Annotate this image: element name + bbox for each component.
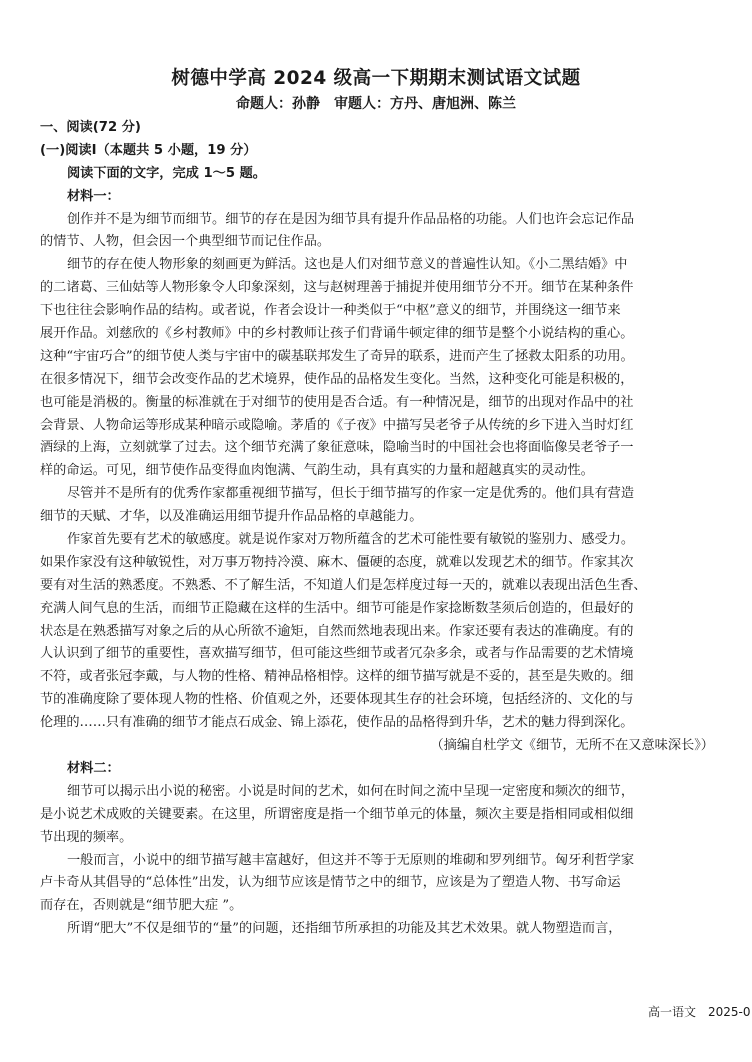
text-line: 这种“宇宙巧合”的细节使人类与宇宙中的碳基联邦发生了奇异的联系，进而产生了拯救太阳系的功用。 — [40, 348, 634, 364]
text-line: 不符，或者张冠李戴，与人物的性格、精神品格相悖。这样的细节描写就是不妥的，甚至是失败的。细 — [40, 669, 634, 685]
text-line: 状态是在熟悉描写对象之后的从心所欲不逾矩，自然而然地表现出来。作家还要有表达的准确度。有的 — [40, 623, 634, 639]
source-citation: （摘编自杜学文《细节，无所不在又意味深长》） — [430, 738, 714, 754]
text-line: 是小说艺术成败的关键要素。在这里，所谓密度是指一个细节单元的体量，频次主要是指相同或相似细 — [40, 806, 634, 822]
text-line: 在很多情况下，细节会改变作品的艺术境界，使作品的品格发生变化。当然，这种变化可能是积极的， — [40, 371, 634, 387]
text-line: 要有对生活的熟悉度。不熟悉、不了解生活，不知道人们是怎样度过每一天的，就难以表现出活色生香、 — [40, 577, 647, 593]
text-line: 如果作家没有这种敏锐性，对万事万物持冷漠、麻木、僵硬的态度，就难以发现艺术的细节。作家其次 — [40, 554, 634, 570]
exam-authors: 命题人：孙静 审题人：方丹、唐旭洲、陈兰 — [236, 96, 516, 112]
text-line: 卢卡奇从其倡导的“总体性”出发，认为细节应该是情节之中的细节，应该是为了塑造人物、书写命运 — [40, 875, 621, 891]
page-title: 树德中学高 2024 级高一下期期末测试语文试题 — [171, 68, 581, 89]
text-line: 充满人间气息的生活，而细节正隐藏在这样的生活中。细节可能是作家捻断数茎须后创造的，但最好的 — [40, 600, 634, 616]
text-line: 的二诸葛、三仙姑等人物形象令人印象深刻，这与赵树理善于捕捉并使用细节分不开。细节在某种条件 — [40, 280, 634, 296]
text-line: 创作并不是为细节而细节。细节的存在是因为细节具有提升作品品格的功能。人们也许会忘记作品 — [67, 211, 635, 227]
text-line: 的情节、人物，但会因一个典型细节而记住作品。 — [40, 234, 331, 250]
text-line: 人认识到了细节的重要性，喜欢描写细节，但可能这些细节或者冗杂多余，或者与作品需要的艺术情境 — [40, 646, 634, 662]
material-2-label: 材料二： — [67, 760, 120, 776]
text-line: 细节的存在使人物形象的刻画更为鲜活。这也是人们对细节意义的普遍性认知。《小二黑结婚》中 — [67, 257, 628, 273]
text-line: 节出现的频率。 — [40, 829, 133, 845]
section-heading: 一、阅读(72 分) — [40, 120, 141, 135]
text-line: 节的准确度除了要体现人物的性格、价值观之外，还要体现其生存的社会环境，包括经济的、文化的与 — [40, 692, 634, 708]
text-line: 一般而言，小说中的细节描写越丰富越好，但这并不等于无原则的堆砌和罗列细节。匈牙利哲学家 — [67, 852, 635, 868]
text-line: 展开作品。刘慈欣的《乡村教师》中的乡村教师让孩子们背诵牛顿定律的细节是整个小说结构的重心。 — [40, 326, 634, 342]
instruction: 阅读下面的文字，完成 1～5 题。 — [67, 165, 266, 181]
text-line: 酒绿的上海，立刻就掌了过去。这个细节充满了象征意味，隐喻当时的中国社会也将面临像吴老爷子一 — [40, 440, 634, 456]
text-line: 而存在，否则就是“细节肥大症 ”。 — [40, 898, 243, 914]
text-line: 作家首先要有艺术的敏感度。就是说作家对万物所蕴含的艺术可能性要有敏锐的鉴别力、感受力。 — [67, 532, 635, 548]
text-line: 下也往往会影响作品的结构。或者说，作者会设计一种类似于“中枢”意义的细节，并围绕这一细节来 — [40, 303, 621, 319]
text-line: 伦理的……只有准确的细节才能点石成金、锦上添花，使作品的品格得到升华，艺术的魅力得到深化。 — [40, 715, 634, 731]
text-line: 细节的天赋、才华，以及准确运用细节提升作品品格的卓越能力。 — [40, 509, 423, 525]
text-line: 样的命运。可见，细节使作品变得血肉饱满、气韵生动，具有真实的力量和超越真实的灵动性。 — [40, 463, 594, 479]
exam-body — [40, 117, 714, 941]
text-line: 所谓“肥大”不仅是细节的“量”的问题，还指细节所承担的功能及其艺术效果。就人物塑造而言， — [67, 921, 622, 937]
subsection-heading: (一)阅读Ⅰ（本题共 5 小题，19 分） — [40, 142, 257, 158]
text-line: 会背景、人物命运等形成某种暗示或隐喻。茅盾的《子夜》中描写吴老爷子从传统的乡下进入当时灯红 — [40, 417, 634, 433]
material-1-label: 材料一： — [67, 188, 120, 204]
text-line: 细节可以揭示出小说的秘密。小说是时间的艺术，如何在时间之流中呈现一定密度和频次的细节， — [67, 783, 635, 799]
text-line: 也可能是消极的。衡量的标准就在于对细节的使用是否合适。有一种情况是，细节的出现对作品中的社 — [40, 394, 634, 410]
text-line: 尽管并不是所有的优秀作家都重视细节描写，但长于细节描写的作家一定是优秀的。他们具有营造 — [67, 486, 635, 502]
page-footer: 高一语文 2025-0 — [648, 1005, 751, 1019]
